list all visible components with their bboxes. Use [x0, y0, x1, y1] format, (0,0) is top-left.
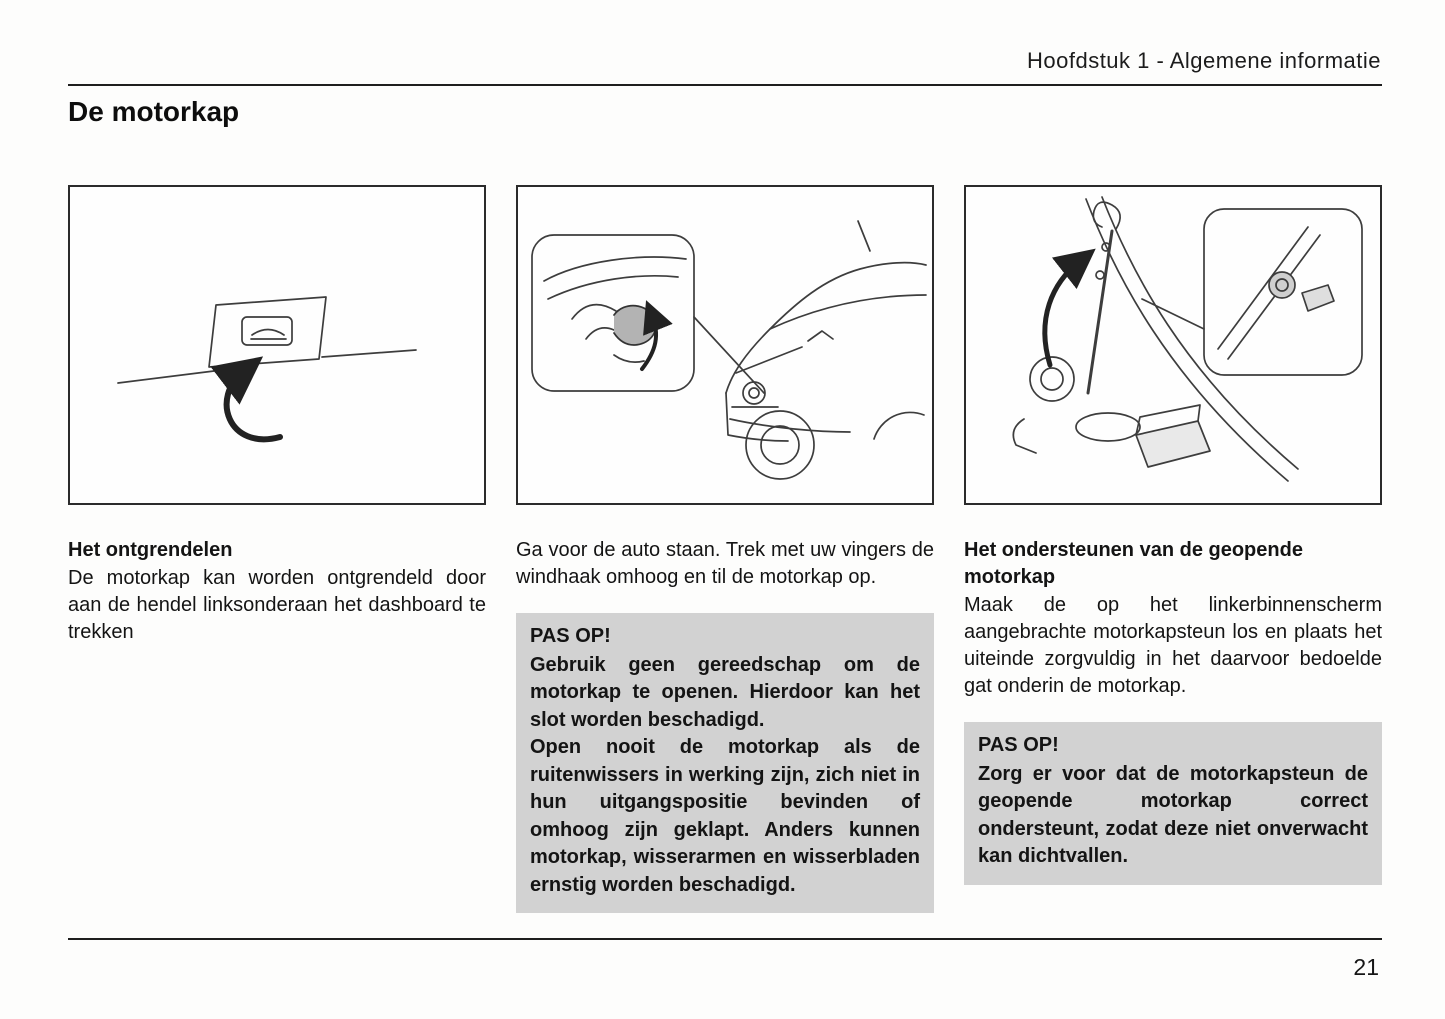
warning-paragraph: Gebruik geen gereedschap om de motorkap te openen. Hierdoor kan het slot worden beschadigd.: [530, 653, 920, 731]
warning-box-open: [516, 613, 934, 913]
header-rule: [68, 84, 1382, 86]
figure-hood-release: [68, 185, 486, 505]
chapter-header: Hoofdstuk 1 - Algemene informatie: [1026, 48, 1381, 73]
warning-title: PAS OP!: [978, 734, 1059, 756]
support-heading: Het ondersteunen van de geopende motorkap: [964, 539, 1303, 588]
warning-paragraph: Zorg er voor dat de motorkapsteun de geopende motorkap correct ondersteunt, zodat deze niet onverwacht kan dichtvallen.: [978, 762, 1368, 867]
hood-support-rod-illustration: [966, 187, 1380, 503]
footer-rule: [68, 938, 1382, 940]
open-instructions: Ga voor de auto staan. Trek met uw vingers de windhaak omhoog en til de motorkap op.: [516, 539, 934, 588]
open-hood-illustration: [518, 187, 932, 503]
warning-paragraph: Open nooit de motorkap als de ruitenwissers in werking zijn, zich niet in hun uitgangspositie bevinden of omhoog zijn geklapt. Anders kunnen motorkap, wisserarmen en wisserbladen ernstig worden beschadigd.: [530, 736, 920, 896]
unlock-body: De motorkap kan worden ontgrendeld door aan de hendel linksonderaan het dashboard te trekken: [68, 567, 486, 643]
figure-hood-support: [964, 185, 1382, 505]
content-columns: [68, 185, 1382, 913]
page-number: 21: [1353, 954, 1379, 980]
warning-box-support: [964, 722, 1382, 885]
column-open: [516, 185, 934, 913]
unlock-heading: Het ontgrendelen: [68, 539, 233, 561]
column-unlock: [68, 185, 486, 913]
page-title: De motorkap: [68, 96, 240, 127]
hood-release-lever-illustration: [70, 187, 484, 503]
figure-open-hood: [516, 185, 934, 505]
support-body: Maak de op het linkerbinnenscherm aangebrachte motorkapsteun los en plaats het uiteinde zorgvuldig in het daarvoor bedoelde gat onderin de motorkap.: [964, 594, 1382, 697]
warning-title: PAS OP!: [530, 625, 611, 647]
column-support: [964, 185, 1382, 913]
